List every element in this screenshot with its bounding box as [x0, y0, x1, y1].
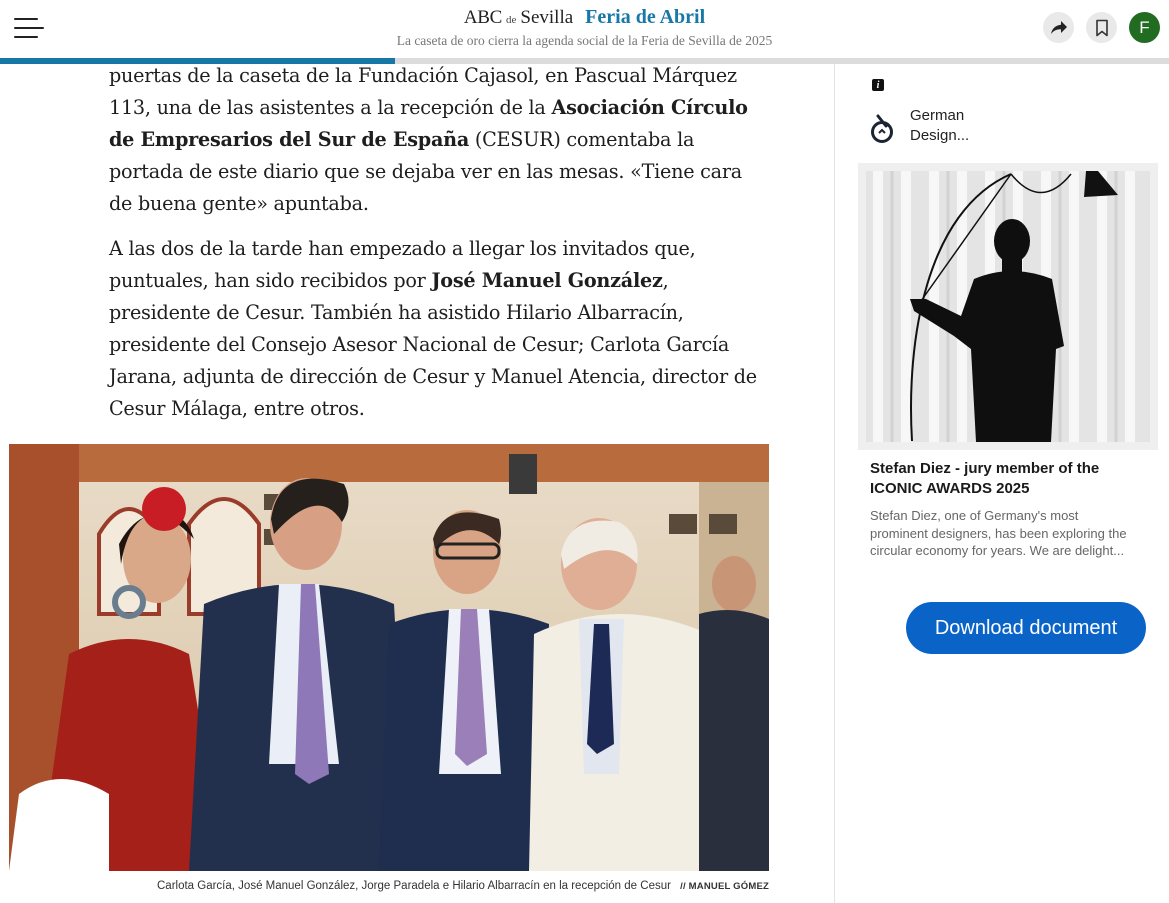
ad-description-line: Stefan Diez, one of Germany's most [870, 508, 1079, 523]
paragraph-bold-text: Asociación Círculo de Empresarios del Sur de España [109, 96, 748, 151]
paragraph-bold-text: José Manuel González [431, 269, 663, 292]
share-arrow-icon [1050, 20, 1068, 36]
article-photo[interactable] [9, 444, 769, 871]
share-button[interactable] [1043, 12, 1074, 43]
user-avatar[interactable]: F [1129, 12, 1160, 43]
article-body [109, 60, 769, 425]
paragraph-text: , presidente de Cesur. También ha asistido Hilario Albarracín, presidente del Consejo Asesor Nacional de Cesur; Carlota García Jarana, adjunta de dirección de Cesur y Manuel Atencia, director de Cesur Málaga, entre otros. [109, 269, 757, 420]
article-paragraph [109, 233, 769, 425]
ad-sponsor[interactable] [866, 106, 1046, 148]
ad-image [866, 171, 1150, 442]
brand-bar [0, 6, 1169, 29]
sidebar-divider [834, 64, 835, 903]
brand-logo-abc[interactable]: ABC [463, 7, 502, 28]
ad-sponsor-name-line2: Design... [910, 127, 970, 144]
top-header [0, 0, 1169, 58]
paragraph-text: (CESUR) comentaba la portada de este diario que se dejaba ver en las mesas. «Tiene cara de buena gente» apuntaba. [109, 128, 742, 215]
photo-credit: // MANUEL GÓMEZ [680, 881, 769, 892]
article-paragraph [109, 60, 769, 220]
ad-sponsor-name [910, 106, 1040, 146]
photo-caption-text: Carlota García, José Manuel González, Jorge Paradela e Hilario Albarracín en la recepción de Cesur [157, 880, 671, 892]
german-design-council-logo [866, 114, 898, 144]
brand-logo-city[interactable]: Sevilla [520, 7, 574, 28]
ad-description-line: prominent designers, has been exploring the [870, 525, 1127, 541]
section-title[interactable]: Feria de Abril [585, 6, 706, 28]
brand-logo-de: de [506, 14, 517, 26]
group-photo-illustration [9, 444, 769, 871]
article-headline: La caseta de oro cierra la agenda social de la Feria de Sevilla de 2025 [396, 33, 773, 48]
designer-silhouette-illustration [866, 171, 1150, 442]
paragraph-text: puertas de la caseta de la Fundación Cajasol, en Pascual Márquez 113, una de las asistentes a la recepción de la [109, 64, 737, 119]
photo-caption [9, 880, 769, 892]
ad-info-icon[interactable]: i [872, 79, 884, 91]
bookmark-icon [1095, 19, 1109, 37]
download-document-button[interactable]: Download document [906, 602, 1146, 654]
bookmark-button[interactable] [1086, 12, 1117, 43]
ad-sponsor-name-line1: German [910, 107, 965, 124]
paragraph-text: A las dos de la tarde han empezado a llegar los invitados que, puntuales, han sido recibidos por [109, 237, 696, 292]
ad-description-line: circular economy for years. We are delight... [870, 543, 1125, 558]
ad-description [870, 507, 1152, 560]
ad-title[interactable]: Stefan Diez - jury member of the ICONIC AWARDS 2025 [870, 460, 1100, 497]
ad-image-card[interactable] [858, 163, 1158, 450]
